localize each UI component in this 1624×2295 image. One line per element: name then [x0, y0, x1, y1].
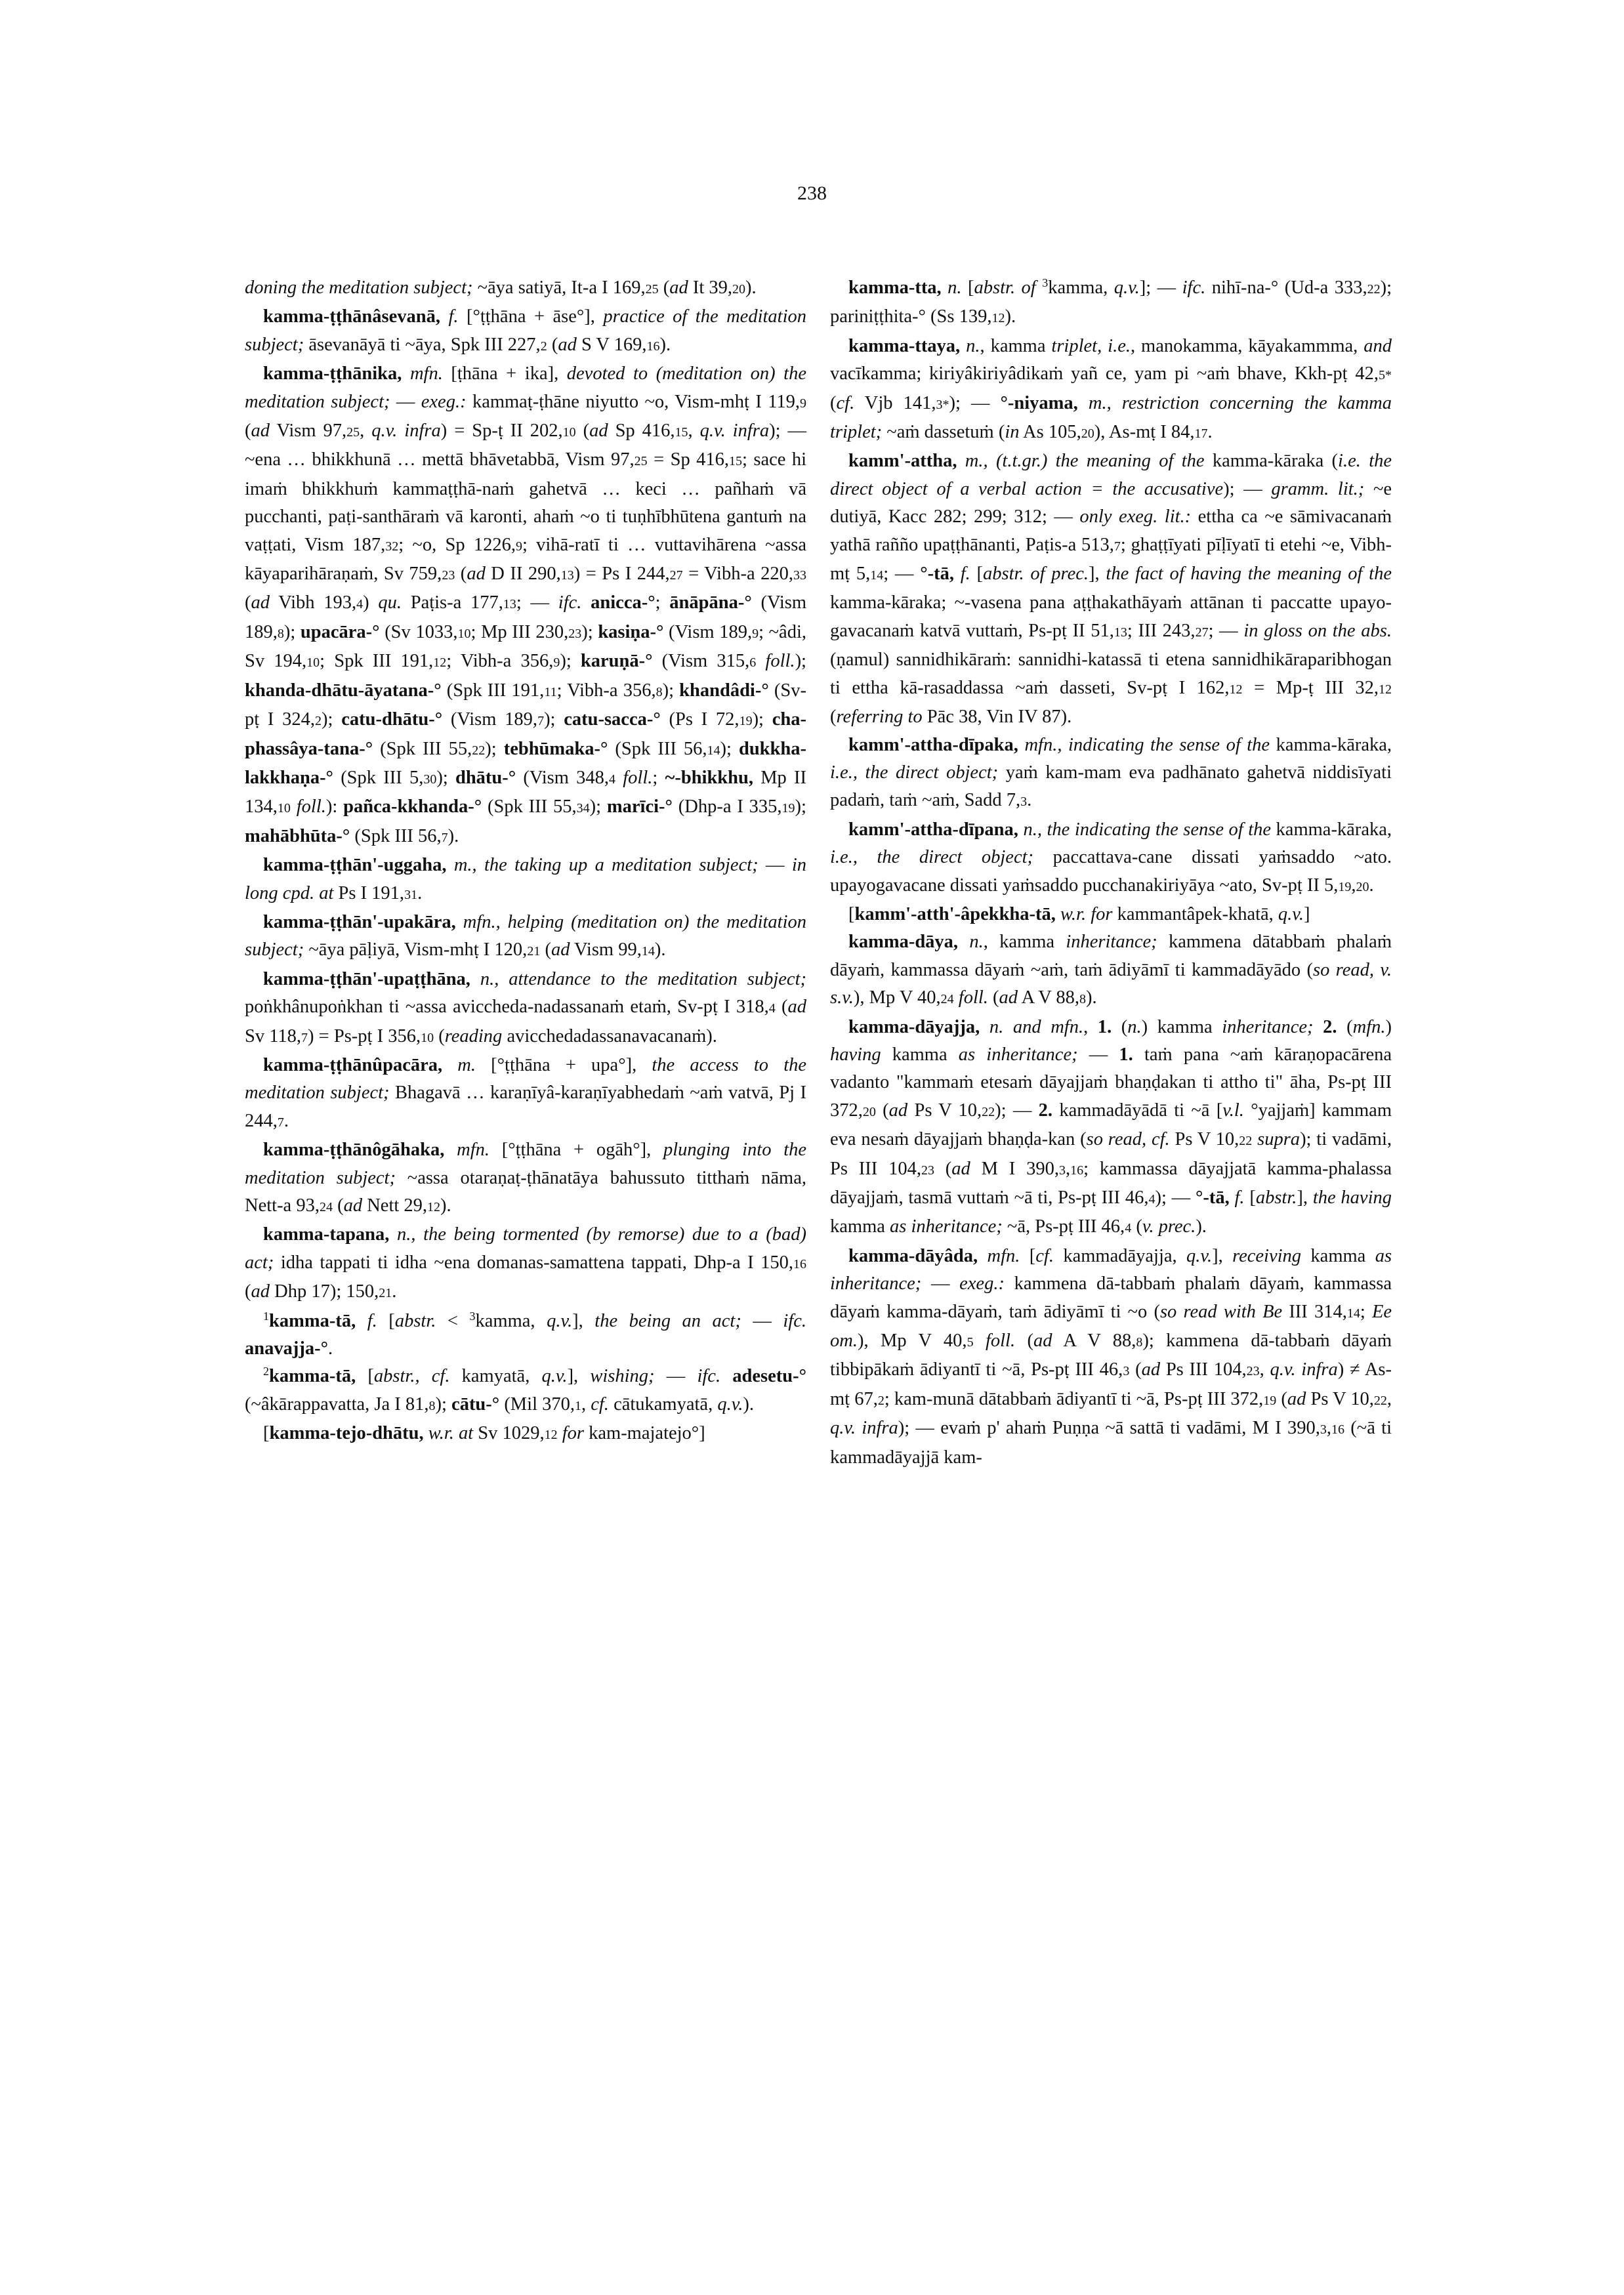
dictionary-entry: kamma-ṭṭhānôgāhaka, mfn. [°ṭṭhāna + ogāh°], plunging into the meditation subject; ~assa otaraṇaṭ-ṭhānatāya bahussuto titthaṁ nāma, Nett-a 93,24 (ad Nett 29,12).	[245, 1140, 807, 1216]
entry-continuation: doning the meditation subject; ~āya satiyā, It-a I 169,25 (ad It 39,20).	[245, 278, 757, 298]
right-column	[830, 274, 1392, 1472]
dictionary-entry: kamma-ṭṭhānâsevanā, f. [°ṭṭhāna + āse°], practice of the meditation subject; āsevanāyā ti ~āya, Spk III 227,2 (ad S V 169,16).	[245, 306, 806, 355]
dictionary-entry: kamma-ṭṭhānûpacāra, m. [°ṭṭhāna + upa°], the access to the meditation subject; Bhagavā … karaṇīyâ-karaṇīyabhedaṁ ~aṁ vatvā, Pj I 244,7.	[245, 1054, 807, 1131]
dictionary-entry: kamma-ṭṭhānika, mfn. [ṭhāna + ika], devoted to (meditation on) the meditation subject; — exeg.: kammaṭ-ṭhāne niyutto ~o, Vism-mhṭ I 119,9 (ad Vism 97,25, q.v. infra) = Sp-ṭ II 202,10 (ad Sp 416,15, q.v. infra); — ~ena … bhikkhunā … mettā bhāvetabbā, Vism 97,25 = Sp 416,15; sace hi imaṁ bhikkhuṁ kammaṭṭhā-naṁ gahetvā … keci … pañhaṁ vā pucchanti, paṭi-santhāraṁ vā karonti, ahaṁ ~o ti tuṇhībhūtena gantuṁ na vaṭṭati, Vism 187,32; ~o, Sp 1226,9; vihā-ratī ti … vuttavihārena ~assa kāyaparihāraṇaṁ, Sv 759,23 (ad D II 290,13) = Ps I 244,27 = Vibh-a 220,33 (ad Vibh 193,4) qu. Paṭis-a 177,13; — ifc. anicca-°; ānāpāna-° (Vism 189,8); upacāra-° (Sv 1033,10; Mp III 230,23); kasiṇa-° (Vism 189,9; ~âdi, Sv 194,10; Spk III 191,12; Vibh-a 356,9); karuṇā-° (Vism 315,6 foll.); khanda-dhātu-āyatana-° (Spk III 191,11; Vibh-a 356,8); khandâdi-° (Sv-pṭ I 324,2); catu-dhātu-° (Vism 189,7); catu-sacca-° (Ps I 72,19); cha-phassâya-tana-° (Spk III 55,22); tebhūmaka-° (Spk III 56,14); dukkha-lakkhaṇa-° (Spk III 5,30); dhātu-° (Vism 348,4 foll.; ~-bhikkhu, Mp II 134,10 foll.): pañca-kkhanda-° (Spk III 55,34); marīci-° (Dhp-a I 335,19); mahābhūta-° (Spk III 56,7).	[245, 363, 807, 846]
dictionary-entry: kamma-ttaya, n., kamma triplet, i.e., manokamma, kāyakammma, and vacīkamma; kiriyâkiriyâdikaṁ yañ ce, yam pi ~aṁ bhave, Kkh-pṭ 42,5* (cf. Vjb 141,3*); — °-niyama, m., restriction concerning the kamma triplet; ~aṁ dassetuṁ (in As 105,20), As-mṭ I 84,17.	[830, 335, 1392, 443]
dictionary-entry: kamma-dāya, n., kamma inheritance; kammena dātabbaṁ phalaṁ dāyaṁ, kammassa dāyaṁ ~aṁ, taṁ ādiyāmī ti kammadāyādo (so read, v. s.v.), Mp V 40,24 foll. (ad A V 88,8).	[830, 932, 1392, 1008]
dictionary-entry: kamma-ṭṭhān'-upakāra, mfn., helping (meditation on) the meditation subject; ~āya pāḷiyā, Vism-mhṭ I 120,21 (ad Vism 99,14).	[245, 911, 806, 961]
dictionary-entry: kamm'-attha, m., (t.t.gr.) the meaning of the kamma-kāraka (i.e. the direct object of a verbal action = the accusative); — gramm. lit.; ~e dutiyā, Kacc 282; 299; 312; — only exeg. lit.: ettha ca ~e sāmivacanaṁ yathā rañño upaṭṭhānanti, Paṭis-a 513,7; ghaṭṭīyati pīḷīyatī ti etehi ~e, Vibh-mṭ 5,14; — °-tā, f. [abstr. of prec.], the fact of having the meaning of the kamma-kāraka; ~-vasena pana aṭṭhakathāyaṁ attānan ti paccatte upayo-gavacanaṁ katvā vuttaṁ, Ps-pṭ II 51,13; III 243,27; — in gloss on the abs. (ṇamul) sannidhikāraṁ: sannidhi-katassā ti etena sannidhikāraparibhogan ti ettha kā-rasaddassa ~aṁ dasseti, Sv-pṭ I 162,12 = Mp-ṭ III 32,12 (referring to Pāc 38, Vin IV 87).	[830, 451, 1392, 728]
dictionary-entry: kamm'-attha-dīpaka, mfn., indicating the sense of the kamma-kāraka, i.e., the direct object; yaṁ kam-mam eva padhānato gahetvā niddisīyati padaṁ, taṁ ~aṁ, Sadd 7,3.	[830, 734, 1392, 811]
dictionary-entry: [kamm'-atth'-âpekkha-tā, w.r. for kammantâpek-khatā, q.v.]	[848, 903, 1310, 924]
dictionary-entry: kamm'-attha-dīpana, n., the indicating the sense of the kamma-kāraka, i.e., the direct object; paccattava-cane dissati yaṁsaddo ~ato. upayogavacane dissati yaṁsaddo pucchanakiriyāya ~ato, Sv-pṭ II 5,19,20.	[830, 819, 1392, 896]
dictionary-entry: kamma-dāyajja, n. and mfn., 1. (n.) kamma inheritance; 2. (mfn.) having kamma as inheritance; — 1. taṁ pana ~aṁ kāraṇopacārena vadanto "kammaṁ etesaṁ dāyajjaṁ bhaṇḍakan ti attho ti" āha, Ps-pṭ III 372,20 (ad Ps V 10,22); — 2. kammadāyādā ti ~ā [v.l. °yajjaṁ] kammam eva nesaṁ dāyajjaṁ bhaṇḍa-kan (so read, cf. Ps V 10,22 supra); ti vadāmi, Ps III 104,23 (ad M I 390,3,16; kammassa dāyajjatā kamma-phalassa dāyajjaṁ, tasmā vuttaṁ ~ā ti, Ps-pṭ III 46,4); — °-tā, f. [abstr.], the having kamma as inheritance; ~ā, Ps-pṭ III 46,4 (v. prec.).	[830, 1016, 1392, 1237]
left-column	[245, 274, 806, 1449]
dictionary-entry: kamma-ṭṭhān'-uggaha, m., the taking up a meditation subject; — in long cpd. at Ps I 191,31.	[245, 855, 807, 903]
dictionary-entry: [kamma-tejo-dhātu, w.r. at Sv 1029,12 for kam-majatejo°]	[263, 1423, 705, 1444]
dictionary-entry: kamma-ṭṭhān'-upaṭṭhāna, n., attendance to the meditation subject; poṅkhânupoṅkhan ti ~assa aviccheda-nadassanaṁ etaṁ, Sv-pṭ I 318,4 (ad Sv 118,7) = Ps-pṭ I 356,10 (reading avicchedadassanavacanaṁ).	[245, 968, 807, 1046]
dictionary-entry: $^1$kamma-tā, f. [abstr. < $^3$kamma, q.v.], the being an act; — ifc. anavajja-°.	[245, 1309, 807, 1359]
dictionary-entry: kamma-dāyâda, mfn. [cf. kammadāyajja, q.v.], receiving kamma as inheritance; — exeg.: kammena dā-tabbaṁ phalaṁ dāyaṁ, kammassa dāyaṁ kamma-dāyaṁ, taṁ ādiyāmī ti ~o (so read with Be III 314,14; Ee om.), Mp V 40,5 foll. (ad A V 88,8); kammena dā-tabbaṁ dāyaṁ tibbipākaṁ ādiyantī ti ~ā, Ps-pṭ III 46,3 (ad Ps III 104,23, q.v. infra) ≠ As-mṭ 67,2; kam-munā dātabbaṁ ādiyantī ti ~ā, Ps-pṭ III 372,19 (ad Ps V 10,22, q.v. infra); — evaṁ p' ahaṁ Puṇṇa ~ā sattā ti vadāmi, M I 390,3,16 (~ā ti kammadāyajjā kam-	[830, 1245, 1392, 1468]
dictionary-entry: $^2$kamma-tā, [abstr., cf. kamyatā, q.v.], wishing; — ifc. adesetu-° (~âkārappavatta, Ja I 81,8); cātu-° (Mil 370,1, cf. cātukamyatā, q.v.).	[245, 1365, 807, 1415]
dictionary-entry: kamma-tapana, n., the being tormented (by remorse) due to a (bad) act; idha tappati ti idha ~ena domanas-samattena tappati, Dhp-a I 150,16 (ad Dhp 17); 150,21.	[245, 1224, 806, 1302]
dictionary-entry: kamma-tta, n. [abstr. of $^3$kamma, q.v.]; — ifc. nihī-na-° (Ud-a 333,22); pariniṭṭhita-° (Ss 139,12).	[830, 276, 1392, 327]
page-number: 238	[797, 182, 827, 204]
